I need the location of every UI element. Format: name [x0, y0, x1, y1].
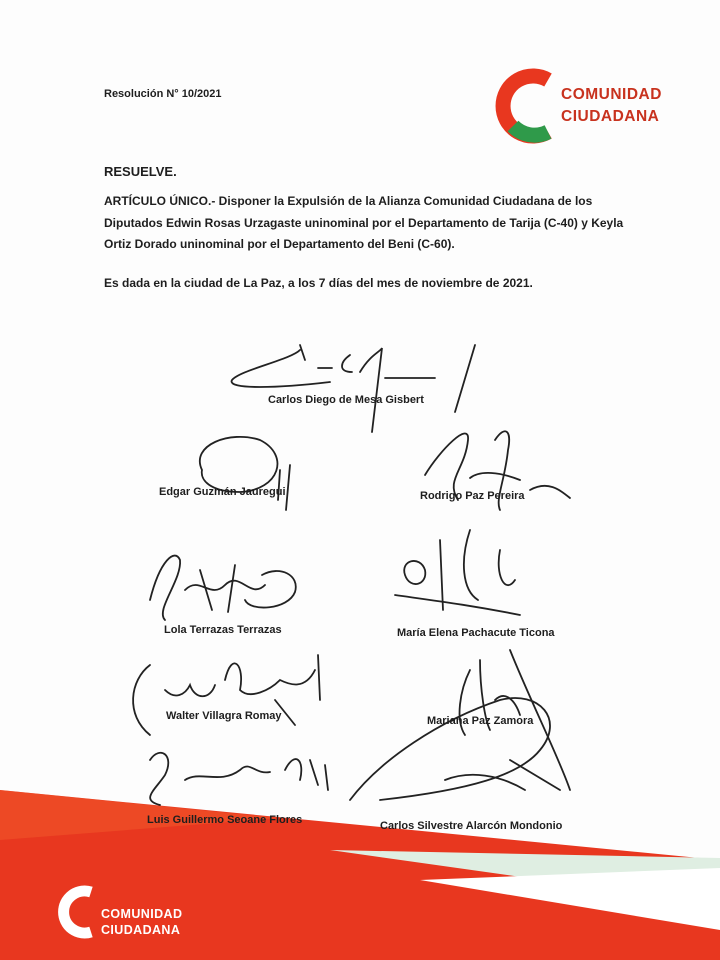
footer-logo	[55, 880, 255, 950]
footer-logo-c-icon	[55, 880, 101, 944]
signatory-name: Lola Terrazas Terrazas	[164, 624, 282, 636]
signatory-name: Walter Villagra Romay	[166, 710, 282, 722]
article-title: ARTÍCULO ÚNICO.-	[104, 194, 216, 208]
article-text: Disponer la Expulsión de la Alianza Comunidad Ciudadana de los Diputados Edwin Rosas Urzagaste uninominal por el Departamento de Tarija (C-40) y Keyla Ortiz Dorado uninominal por el Departamento del Beni (C-60).	[104, 194, 624, 251]
signatory-name: Edgar Guzmán Jauregui	[159, 486, 286, 498]
footer-logo-line1: COMUNIDAD	[101, 907, 183, 921]
resolution-number: Resolución N° 10/2021	[104, 88, 222, 100]
footer-logo-line2: CIUDADANA	[101, 923, 181, 937]
signatory-name: Mariana Paz Zamora	[427, 715, 534, 727]
signatory-name: Rodrigo Paz Pereira	[420, 490, 525, 502]
signatory-name: Luis Guillermo Seoane Flores	[147, 814, 303, 826]
closing-statement: Es dada en la ciudad de La Paz, a los 7 días del mes de noviembre de 2021.	[104, 276, 533, 290]
logo-line1: COMUNIDAD	[561, 86, 662, 103]
signatory-name: Carlos Silvestre Alarcón Mondonio	[380, 820, 563, 832]
signatory-name: María Elena Pachacute Ticona	[397, 627, 555, 639]
resolves-heading: RESUELVE.	[104, 164, 177, 179]
logo-line2: CIUDADANA	[561, 108, 660, 125]
signatory-name: Carlos Diego de Mesa Gisbert	[268, 394, 424, 406]
